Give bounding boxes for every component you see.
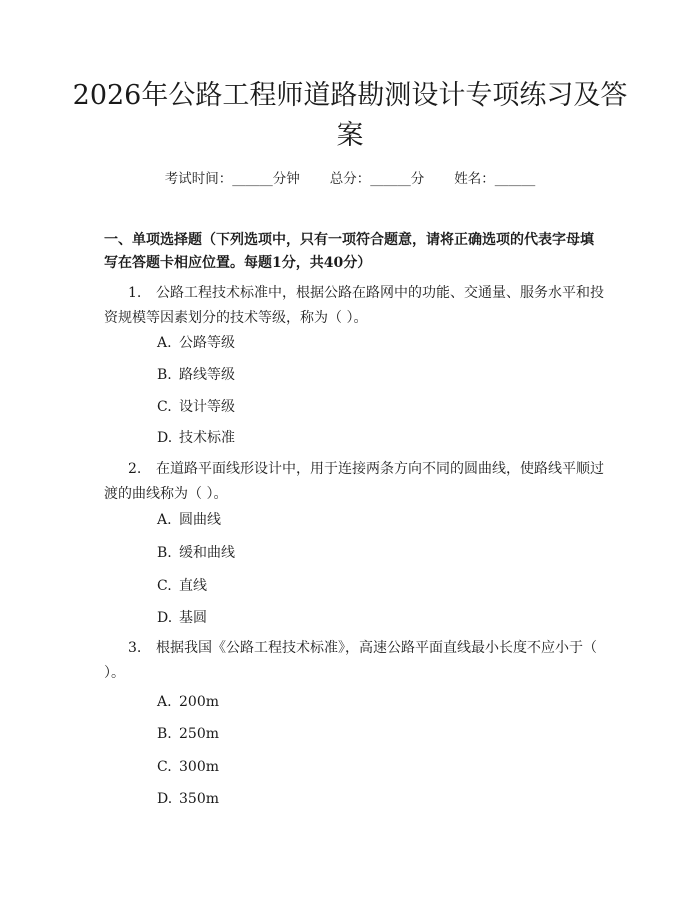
option-2b: [157, 543, 235, 563]
option-letter: B.: [157, 726, 172, 742]
question-2: [104, 457, 604, 507]
question-text: 根据我国《公路工程技术标准》，高速公路平面直线最小长度不应小于（ ）。: [104, 640, 597, 681]
option-2a: [157, 510, 221, 530]
option-1c: [157, 397, 235, 417]
exam-score: 总分：______分: [329, 171, 425, 187]
question-number: 2.: [128, 461, 142, 477]
option-text: 圆曲线: [179, 512, 221, 528]
question-number: 1.: [128, 285, 142, 301]
option-letter: D.: [157, 791, 173, 807]
option-letter: D.: [157, 610, 173, 626]
option-letter: B.: [157, 367, 172, 383]
option-2d: [157, 608, 207, 628]
option-letter: C.: [157, 578, 172, 594]
option-text: 直线: [179, 578, 207, 594]
option-text: 200m: [179, 694, 219, 710]
option-letter: A.: [157, 512, 172, 528]
section-heading: 一、单项选择题（下列选项中，只有一项符合题意，请将正确选项的代表字母填写在答题卡相应位置。每题1分，共40分）: [104, 232, 594, 271]
option-3b: [157, 724, 219, 744]
option-text: 基圆: [179, 610, 207, 626]
option-text: 公路等级: [179, 335, 235, 351]
option-1a: [157, 333, 235, 353]
option-letter: A.: [157, 694, 172, 710]
option-letter: D.: [157, 430, 173, 446]
option-text: 路线等级: [179, 367, 235, 383]
option-3c: [157, 757, 219, 777]
option-letter: A.: [157, 335, 172, 351]
exam-meta: [0, 169, 700, 189]
option-text: 缓和曲线: [179, 545, 235, 561]
option-text: 250m: [179, 726, 219, 742]
exam-time: 考试时间：______分钟: [164, 171, 300, 187]
option-3d: [157, 789, 219, 809]
option-3a: [157, 692, 219, 712]
option-2c: [157, 576, 207, 596]
option-text: 300m: [179, 759, 219, 775]
question-number: 3.: [128, 640, 142, 656]
exam-name: 姓名：______: [454, 171, 536, 187]
document-title: 2026年公路工程师道路勘测设计专项练习及答案: [72, 80, 628, 151]
question-text: 公路工程技术标准中，根据公路在路网中的功能、交通量、服务水平和投资规模等因素划分的技术等级，称为（ ）。: [104, 285, 604, 326]
question-text: 在道路平面线形设计中，用于连接两条方向不同的圆曲线，使路线平顺过渡的曲线称为（ ）。: [104, 461, 604, 502]
option-1b: [157, 365, 235, 385]
option-1d: [157, 428, 235, 448]
question-3: [104, 636, 604, 686]
question-1: [104, 281, 604, 331]
option-text: 设计等级: [179, 399, 235, 415]
option-letter: C.: [157, 759, 172, 775]
option-letter: C.: [157, 399, 172, 415]
option-letter: B.: [157, 545, 172, 561]
option-text: 技术标准: [179, 430, 235, 446]
option-text: 350m: [179, 791, 219, 807]
